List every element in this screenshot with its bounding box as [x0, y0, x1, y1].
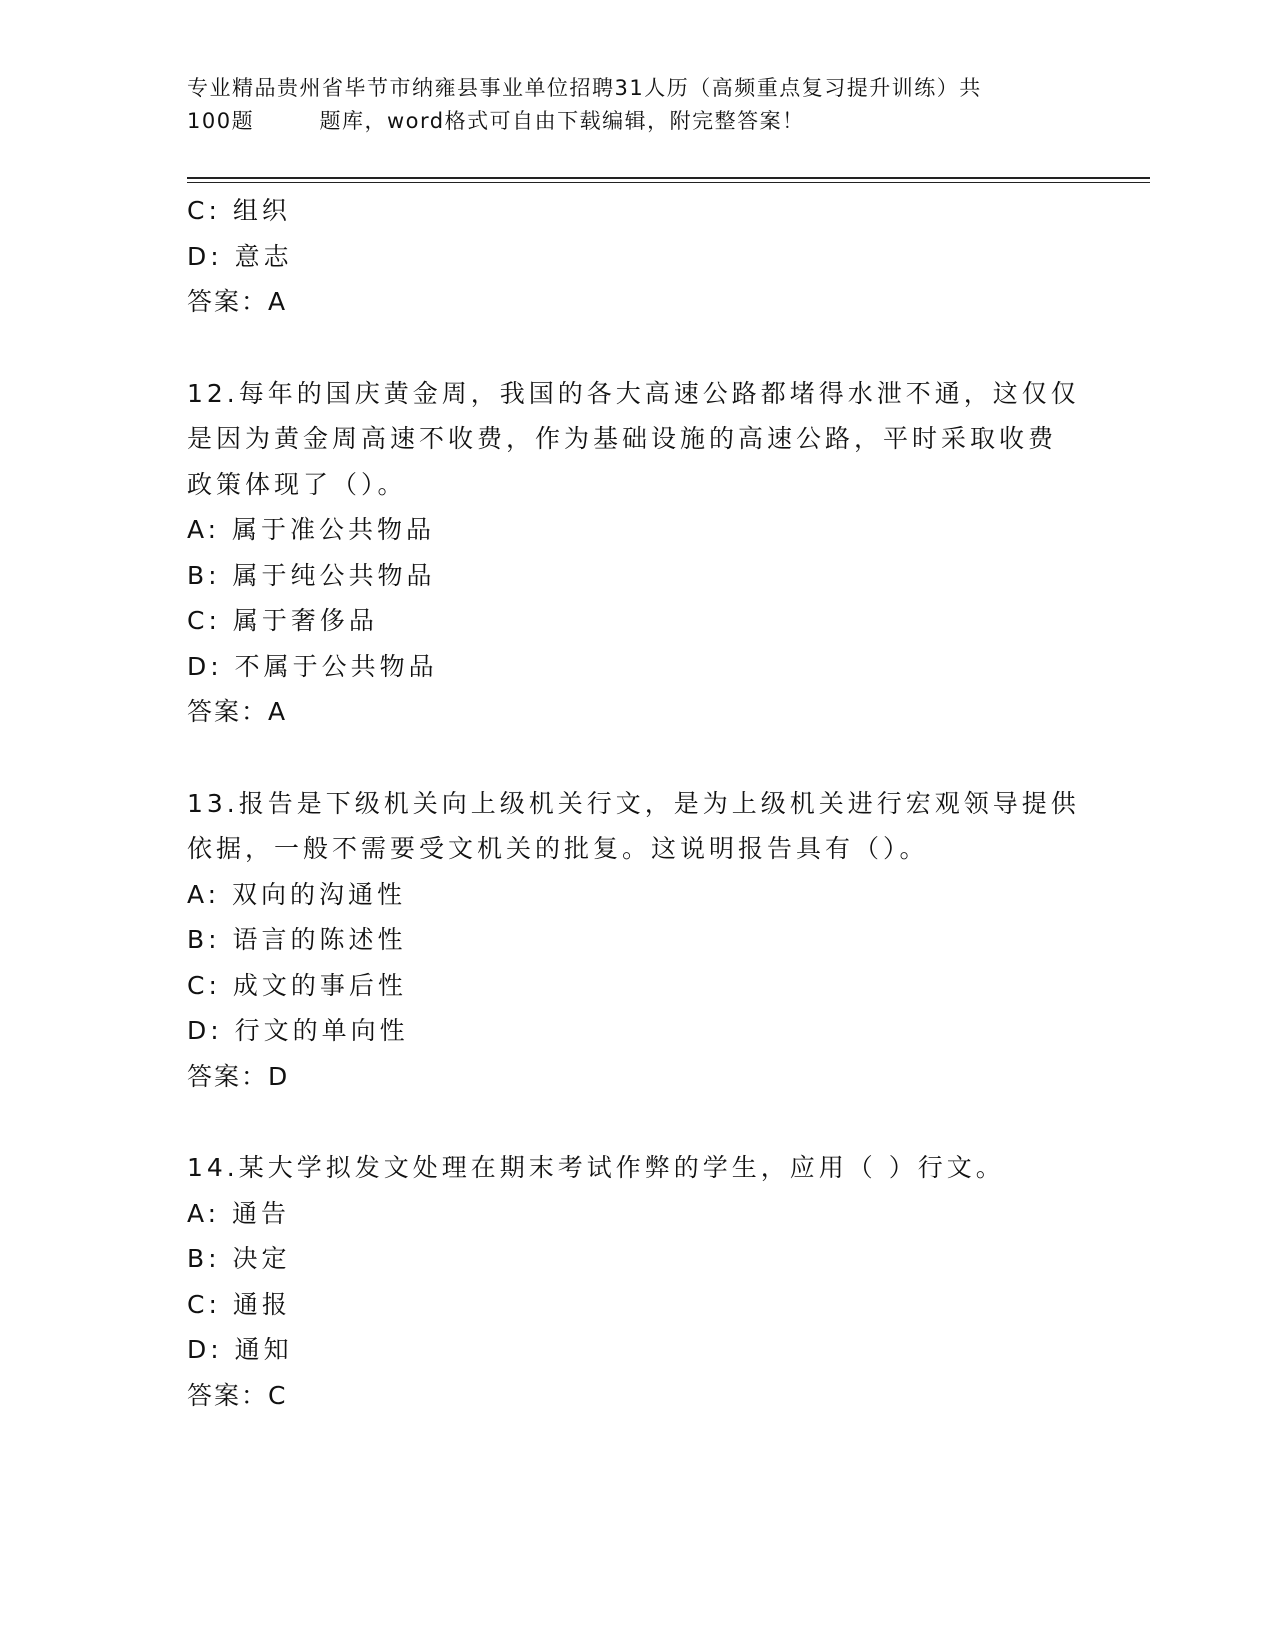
question-stem: 13.报告是下级机关向上级机关行文，是为上级机关进行宏观领导提供	[187, 788, 1080, 818]
question-stem: 依据，一般不需要受文机关的批复。这说明报告具有（）。	[187, 834, 929, 863]
question-stem: 是因为黄金周高速不收费，作为基础设施的高速公路，平时采取收费	[187, 424, 1058, 453]
option-c: C: 属于奢侈品	[187, 606, 378, 635]
header-title-line-1: 专业精品贵州省毕节市纳雍县事业单位招聘31人历（高频重点复习提升训练）共	[187, 76, 982, 100]
option-d: D: 不属于公共物品	[187, 651, 438, 681]
question-14	[187, 1145, 1067, 1418]
option-d: D: 意志	[187, 241, 293, 271]
answer: 答案：C	[187, 1380, 288, 1410]
header-divider-thin	[187, 182, 1150, 183]
question-12	[187, 371, 1080, 735]
answer: 答案：A	[187, 697, 288, 726]
question-13	[187, 781, 1080, 1100]
option-c: C: 组织	[187, 196, 291, 225]
option-a: A: 通告	[187, 1198, 291, 1228]
header-title-line-2: 100题 题库，word格式可自由下载编辑，附完整答案！	[187, 109, 805, 133]
option-a: A: 双向的沟通性	[187, 879, 407, 909]
option-b: B: 属于纯公共物品	[187, 560, 436, 590]
option-b: B: 决定	[187, 1244, 291, 1273]
answer: 答案：A	[187, 287, 288, 316]
question-stem: 12.每年的国庆黄金周，我国的各大高速公路都堵得水泄不通，这仅仅	[187, 378, 1080, 408]
option-b: B: 语言的陈述性	[187, 925, 407, 954]
option-d: D: 通知	[187, 1335, 293, 1364]
question-stem: 政策体现了（）。	[187, 469, 407, 499]
answer: 答案：D	[187, 1061, 290, 1091]
option-a: A: 属于准公共物品	[187, 515, 436, 544]
document-body	[187, 188, 1080, 1418]
option-c: C: 成文的事后性	[187, 970, 407, 1000]
page-header	[187, 72, 1077, 138]
question-stem: 14.某大学拟发文处理在期末考试作弊的学生，应用（ ）行文。	[187, 1153, 1005, 1182]
header-divider-thick	[187, 177, 1150, 179]
option-c: C: 通报	[187, 1289, 291, 1319]
option-d: D: 行文的单向性	[187, 1016, 409, 1045]
question-11-tail	[187, 188, 1067, 325]
